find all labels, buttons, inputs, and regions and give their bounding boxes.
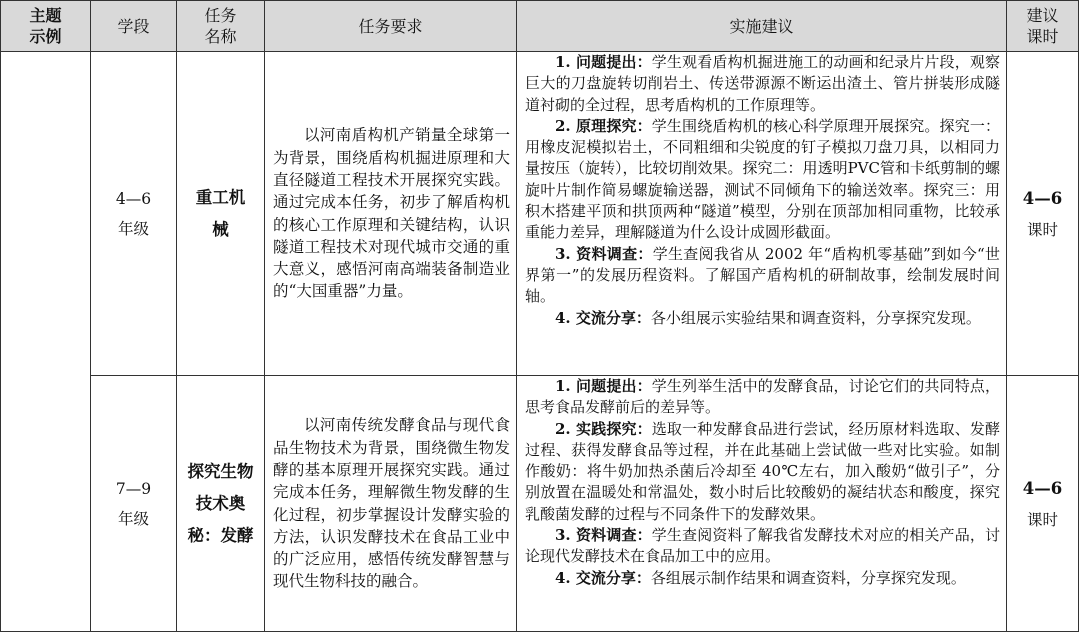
suggestion-item: 4. 交流分享：各小组展示实验结果和调查资料，分享探究发现。 xyxy=(555,308,981,327)
suggestion-item: 3. 资料调查：学生查阅资料了解我省发酵技术对应的相关产品，讨论现代发酵技术在食品加工中的应用。 xyxy=(525,526,1000,566)
requirement-cell xyxy=(265,376,517,632)
hours-cell xyxy=(1007,52,1079,376)
task-name-cell xyxy=(177,376,265,632)
task-name: 探究生物技术奥秘：发酵 xyxy=(187,461,254,545)
requirement-text: 以河南盾构机产销量全球第一为背景，围绕盾构机掘进原理和大直径隧道工程技术开展探究实践。通过完成本任务，初步了解盾构机的核心工作原理和关键结构，认识隧道工程技术对现代城市交通的重大意义，感悟河南高端装备制造业的“大国重器”力量。 xyxy=(273,126,510,301)
grade-unit: 年级 xyxy=(117,509,149,528)
header-suggested-hours: 建议课时 xyxy=(1007,1,1079,52)
suggestion-item: 2. 实践探究：选取一种发酵食品进行尝试，经历原材料选取、发酵过程、获得发酵食品等过程，并在此基础上尝试做一些对比实验。如制作酸奶：将牛奶加热杀菌后冷却至 40℃左右，加入酸奶“做引子”，分别放置在温暖处和常温处，数小时后比较酸奶的凝结状态和酸度，探究乳酸菌发酵的过程与不同条件下的发酵效果。 xyxy=(525,419,1000,523)
requirement-cell xyxy=(265,52,517,376)
suggestion-cell xyxy=(517,376,1007,632)
suggestion-item: 2. 原理探究：学生围绕盾构机的核心科学原理开展探究。探究一：用橡皮泥模拟岩土，不同粗细和尖锐度的钉子模拟刀盘刀具，以相同力量按压（旋转），比较切削效果。探究二：用透明PVC管和卡纸剪制的螺旋叶片制作简易螺旋输送器，测试不同倾角下的输送效率。探究三：用积木搭建平顶和拱顶两种“隧道”模型，分别在顶部加相同重物，比较承重能力差异，理解隧道为什么设计成圆形截面。 xyxy=(525,116,1000,242)
grade-range: 4—6 xyxy=(115,189,152,208)
suggestion-item: 1. 问题提出：学生观看盾构机掘进施工的动画和纪录片片段，观察巨大的刀盘旋转切削岩土、传送带源源不断运出渣土、管片拼装形成隧道衬砌的全过程，思考盾构机的工作原理等。 xyxy=(525,53,1000,114)
task-name-cell xyxy=(177,52,265,376)
header-theme-example: 主题示例 xyxy=(1,1,91,52)
header-implementation-suggestion: 实施建议 xyxy=(517,1,1007,52)
header-task-requirement: 任务要求 xyxy=(265,1,517,52)
hours-unit: 课时 xyxy=(1026,510,1058,529)
suggestion-item: 1. 问题提出：学生列举生活中的发酵食品，讨论它们的共同特点，思考食品发酵前后的差异等。 xyxy=(525,377,1000,417)
task-name: 重工机械 xyxy=(195,187,246,239)
grade-cell xyxy=(91,52,177,376)
hours-range: 4—6 xyxy=(1022,188,1063,208)
grade-cell xyxy=(91,376,177,632)
grade-unit: 年级 xyxy=(117,219,149,238)
suggestion-item: 3. 资料调查：学生查阅我省从 2002 年“盾构机零基础”到如今“世界第一”的发展历程资料。了解国产盾构机的研制故事，绘制发展时间轴。 xyxy=(525,244,1000,306)
header-row xyxy=(1,1,1079,52)
grade-range: 7—9 xyxy=(115,479,152,498)
suggestion-cell xyxy=(517,52,1007,376)
hours-range: 4—6 xyxy=(1022,478,1063,498)
table-row xyxy=(1,376,1079,632)
requirement-text: 以河南传统发酵食品与现代食品生物技术为背景，围绕微生物发酵的基本原理开展探究实践。通过完成本任务，理解微生物发酵的生化过程，初步掌握设计发酵实验的方法，认识发酵技术在食品工业中的广泛应用，感悟传统发酵智慧与现代生物科技的融合。 xyxy=(273,416,510,591)
hours-cell xyxy=(1007,376,1079,632)
table-row xyxy=(1,52,1079,376)
header-stage: 学段 xyxy=(91,1,177,52)
header-task-name: 任务名称 xyxy=(177,1,265,52)
suggestion-item: 4. 交流分享：各组展示制作结果和调查资料，分享探究发现。 xyxy=(555,568,966,587)
hours-unit: 课时 xyxy=(1026,220,1058,239)
theme-example-cell xyxy=(1,52,91,632)
